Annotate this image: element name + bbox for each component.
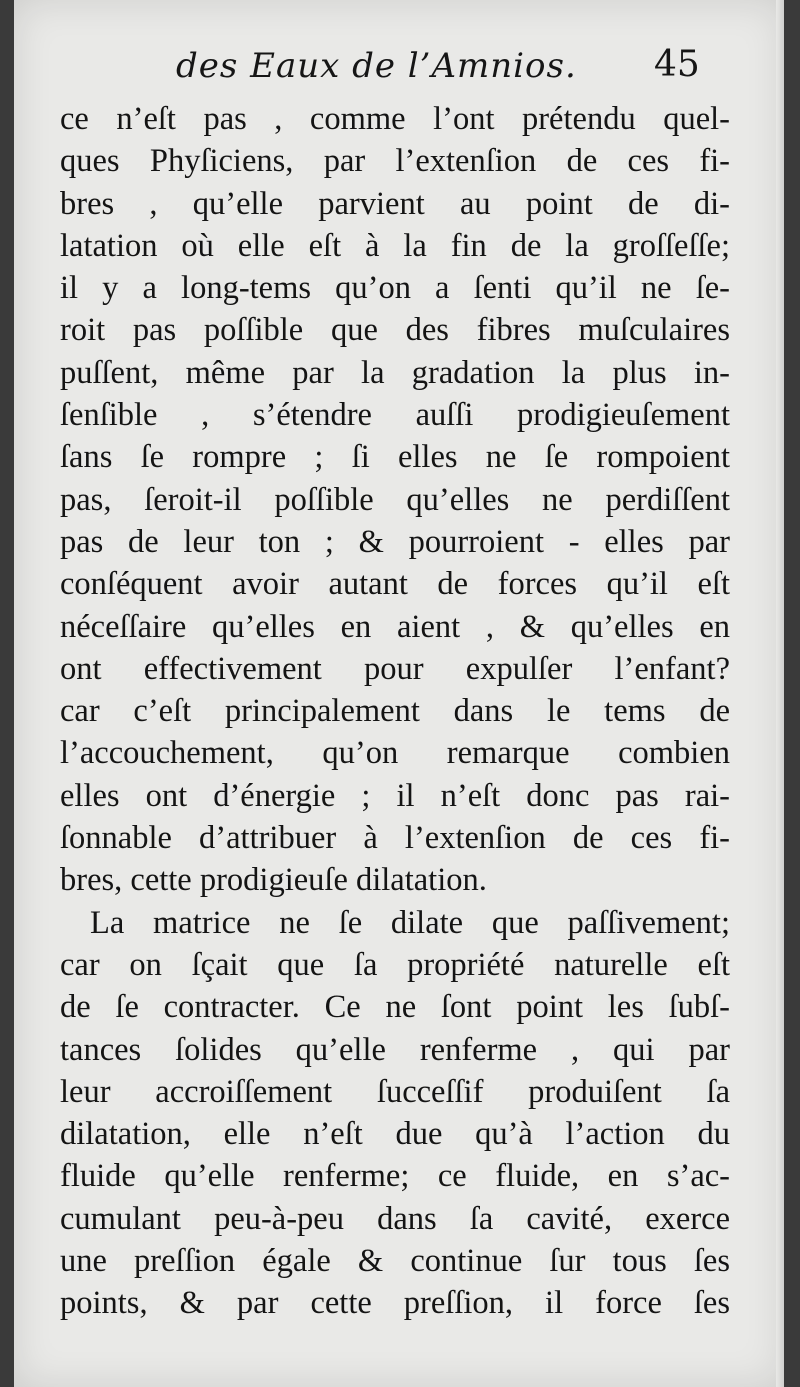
paragraph-2 [60, 902, 730, 1325]
text-line: ques Phyſiciens, par l’extenſion de ces fi- [60, 143, 730, 180]
book-page [14, 0, 784, 1387]
text-line: puſſent, même par la gradation la plus in- [60, 354, 730, 391]
text-line: tances ſolides qu’elle renferme , qui par [60, 1031, 730, 1068]
text-line: ſonnable d’attribuer à l’extenſion de ces fi- [60, 820, 730, 857]
text-line: cumulant peu-à-peu dans ſa cavité, exerce [60, 1200, 730, 1237]
text-line: conſéquent avoir autant de forces qu’il eſt [60, 566, 730, 603]
text-line: car c’eſt principalement dans le tems de [60, 693, 730, 730]
text-line: leur accroiſſement ſucceſſif produiſent ſa [60, 1073, 730, 1110]
running-head-title: des Eaux de l’Amnios. [176, 46, 577, 86]
text-line: car on ſçait que ſa propriété naturelle eſt [60, 946, 730, 983]
text-line: roit pas poſſible que des fibres muſculaires [60, 312, 730, 349]
text-line: ce n’eſt pas , comme l’ont prétendu quel- [60, 101, 730, 137]
text-line: bres , qu’elle parvient au point de di- [60, 185, 730, 222]
page-number: 45 [654, 44, 700, 85]
text-line: points, & par cette preſſion, il force ſes [60, 1285, 730, 1322]
paragraph-1 [60, 98, 730, 902]
text-line: l’accouchement, qu’on remarque combien [60, 735, 730, 772]
text-line: ſans ſe rompre ; ſi elles ne ſe rompoient [60, 439, 730, 476]
page-body [60, 98, 730, 1325]
text-line: pas, ſeroit-il poſſible qu’elles ne perdiſſent [60, 481, 730, 518]
text-line: une preſſion égale & continue ſur tous ſes [60, 1243, 730, 1280]
text-line: latation où elle eſt à la fin de la groſſeſſe; [60, 227, 730, 264]
text-line: elles ont d’énergie ; il n’eſt donc pas rai- [60, 777, 730, 814]
running-head [14, 40, 784, 96]
text-line: il y a long-tems qu’on a ſenti qu’il ne ſe- [60, 270, 730, 307]
text-line: dilatation, elle n’eſt due qu’à l’action du [60, 1116, 730, 1153]
text-line: ſenſible , s’étendre auſſi prodigieuſement [60, 397, 730, 434]
text-line: de ſe contracter. Ce ne ſont point les ſubſ- [60, 989, 730, 1026]
text-line: bres, cette prodigieuſe dilatation. [60, 862, 487, 899]
text-line: pas de leur ton ; & pourroient - elles par [60, 523, 730, 560]
text-line: néceſſaire qu’elles en aient , & qu’elles en [60, 608, 730, 645]
text-line: ont effectivement pour expulſer l’enfant? [60, 650, 730, 687]
text-line: La matrice ne ſe dilate que paſſivement; [90, 904, 730, 941]
text-line: fluide qu’elle renferme; ce fluide, en s’ac- [60, 1158, 730, 1195]
